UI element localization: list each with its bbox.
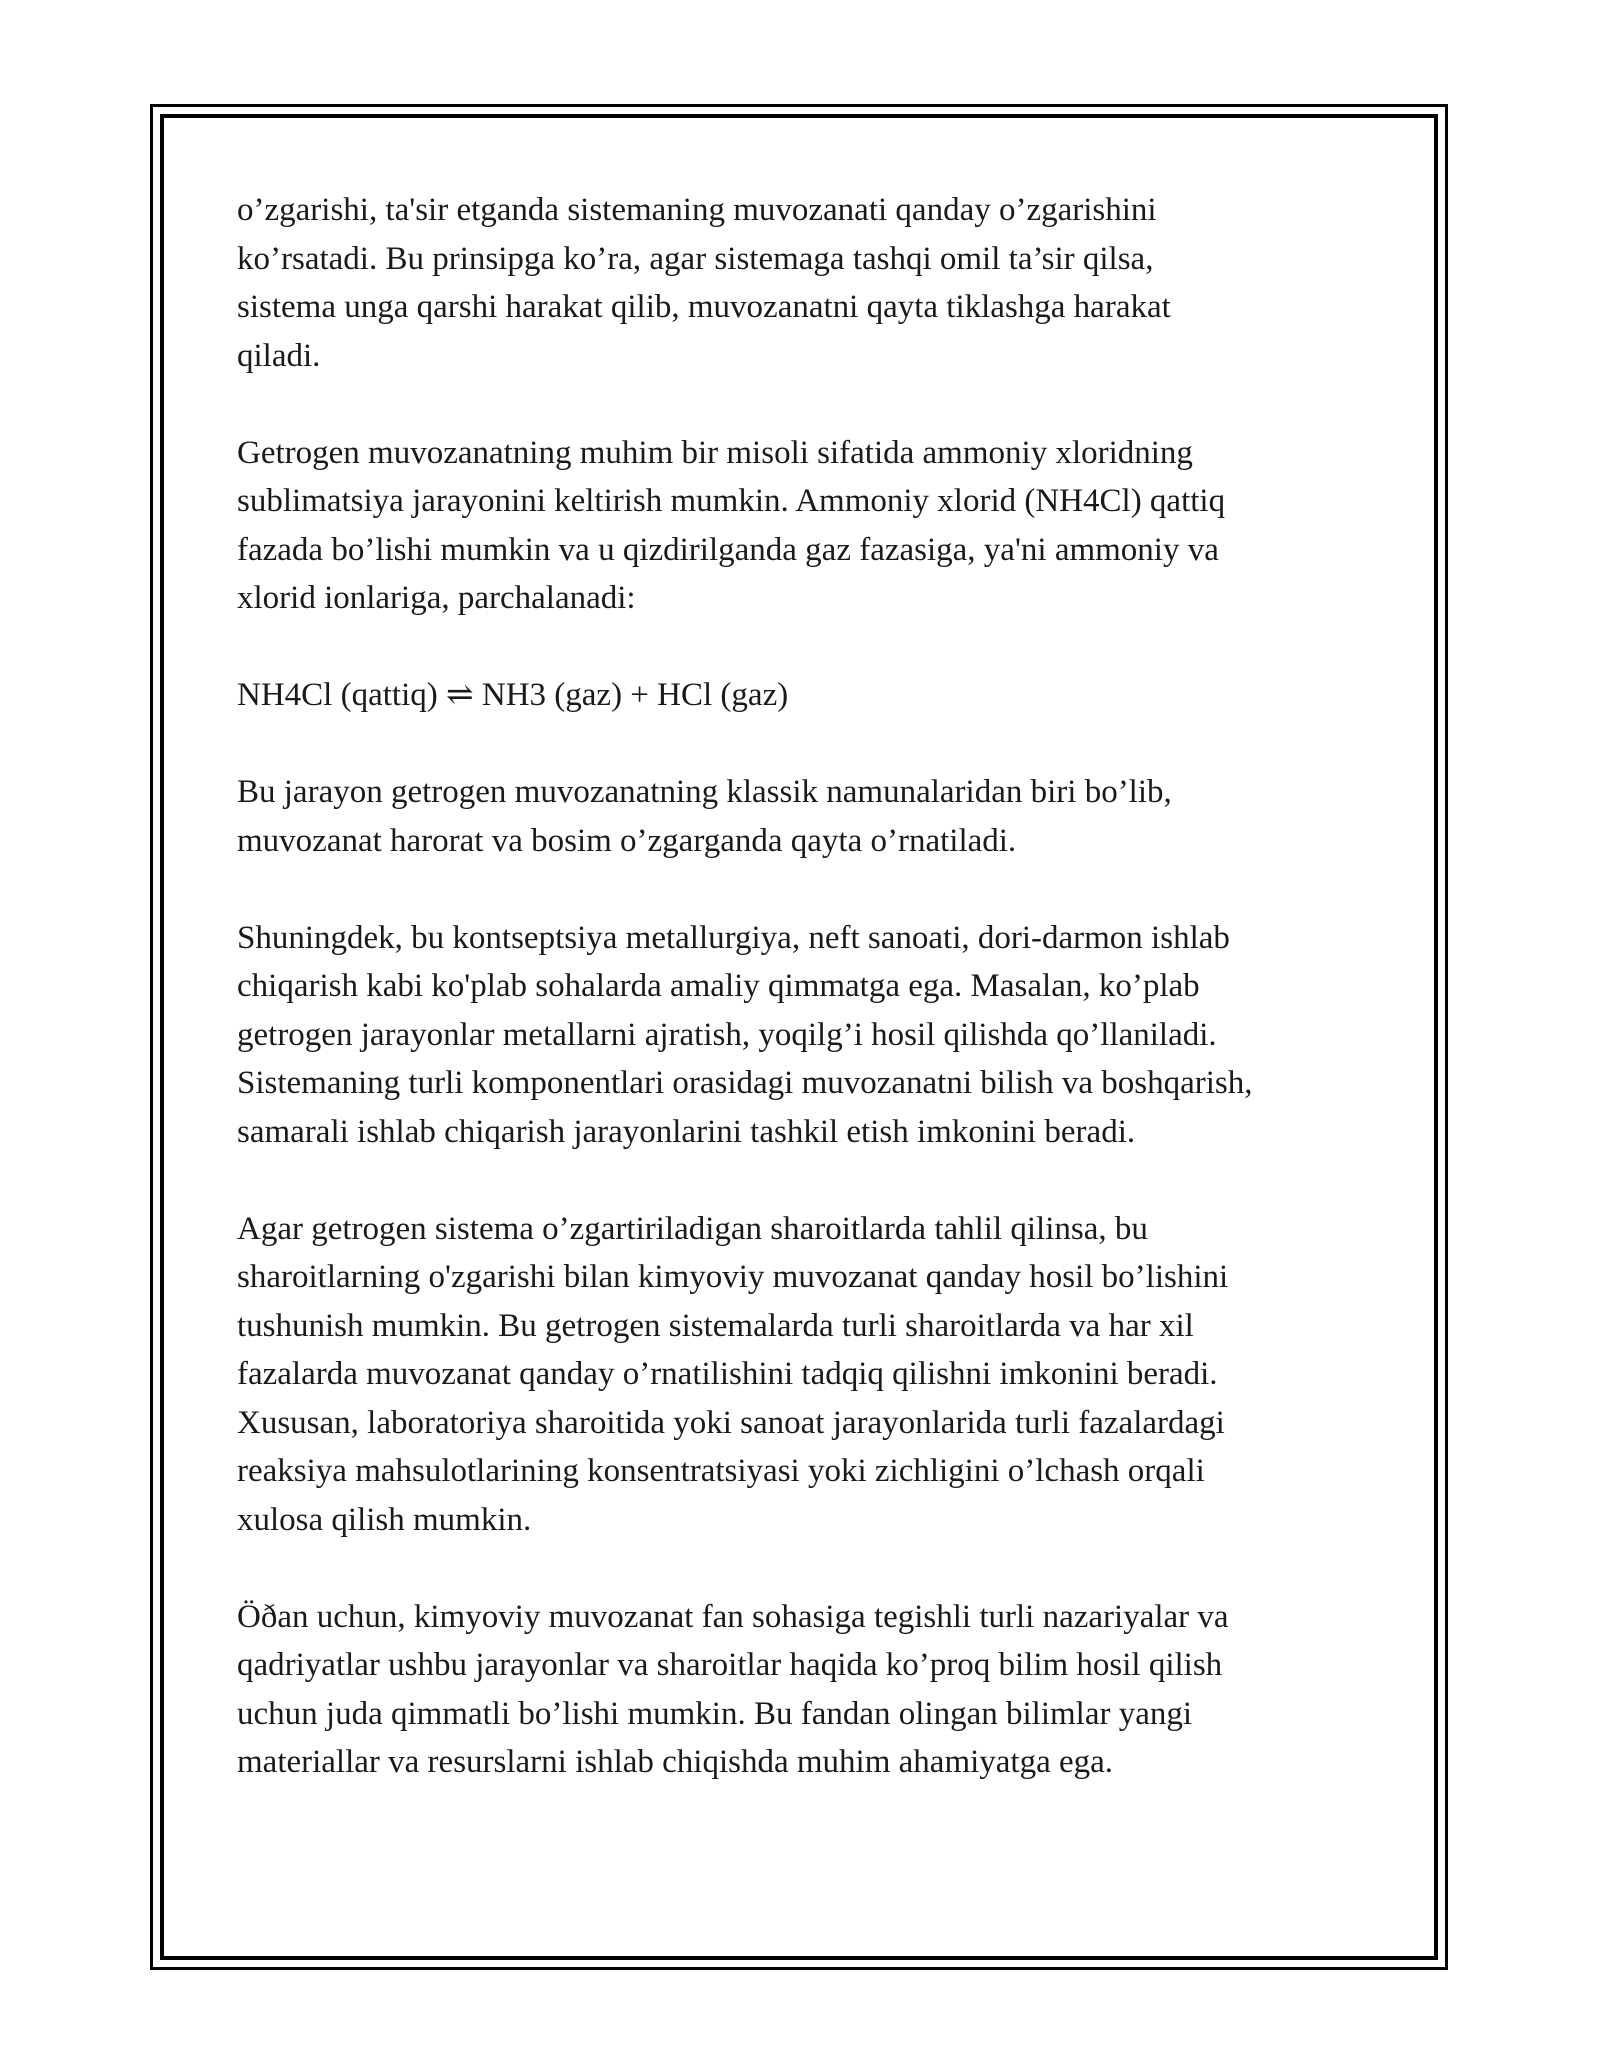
paragraph-analysis: Agar getrogen sistema o’zgartiriladigan sharoitlarda tahlil qilinsa, bu sharoitlarning o'zgarishi bilan kimyoviy muvozanat qanday hosil bo’lishini tushunish mumkin. Bu getrogen sistemalarda turli sharoitlarda va har xil fazalarda muvozanat qanday o’rnatilishini tadqiq qilishni imkonini beradi. Xususan, laboratoriya sharoitida yoki sanoat jarayonlarida turli fazalardagi reaksiya mahsulotlarining konsentratsiyasi yoki zichligini o’lchash orqali xulosa qilish mumkin. (237, 1210, 1229, 1538)
paragraph-conclusion: Öðan uchun, kimyoviy muvozanat fan sohasiga tegishli turli nazariyalar va qadriyatlar ushbu jarayonlar va sharoitlar haqida ko’proq bilim hosil qilish uchun juda qimmatli bo’lishi mumkin. Bu fandan olingan bilimlar yangi materiallar va resurslarni ishlab chiqishda muhim ahamiyatga ega. (237, 1598, 1229, 1780)
chemical-equation: NH4Cl (qattiq) ⇌ NH3 (gaz) + HCl (gaz) (237, 677, 789, 713)
paragraph-principle-continuation: o’zgarishi, ta'sir etganda sistemaning muvozanati qanday o’zgarishini ko’rsatadi. Bu prinsipga ko’ra, agar sistemaga tashqi omil ta’sir qilsa, sistema unga qarshi harakat qilib, muvozanatni qayta tiklashga harakat qiladi. (237, 192, 1171, 374)
paragraph-ammonium-chloride-example: Getrogen muvozanatning muhim bir misoli sifatida ammoniy xloridning sublimatsiya jarayonini keltirish mumkin. Ammoniy xlorid (NH4Cl) qattiq fazada bo’lishi mumkin va u qizdirilganda gaz fazasiga, ya'ni ammoniy va xlorid ionlariga, parchalanadi: (237, 434, 1226, 616)
paragraph-applications: Shuningdek, bu kontseptsiya metallurgiya, neft sanoati, dori-darmon ishlab chiqarish kabi ko'plab sohalarda amaliy qimmatga ega. Masalan, ko’plab getrogen jarayonlar metallarni ajratish, yoqilg’i hosil qilishda qo’llaniladi. Sistemaning turli komponentlari orasidagi muvozanatni bilish va boshqarish, samarali ishlab chiqarish jarayonlarini tashkil etish imkonini beradi. (237, 919, 1253, 1150)
paragraph-classic-example: Bu jarayon getrogen muvozanatning klassik namunalaridan biri bo’lib, muvozanat harorat va bosim o’zgarganda qayta o’rnatiladi. (237, 774, 1172, 859)
document-body (237, 186, 1377, 1835)
